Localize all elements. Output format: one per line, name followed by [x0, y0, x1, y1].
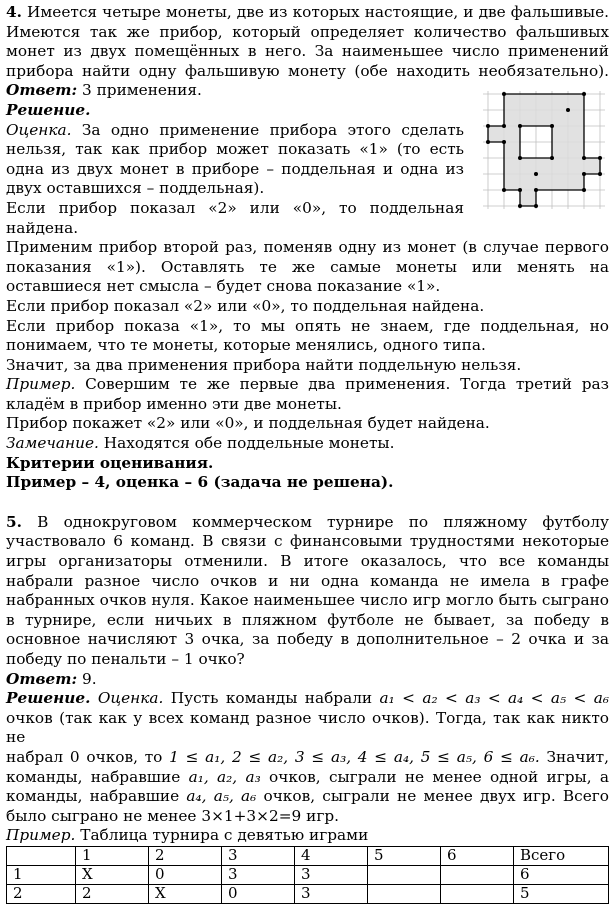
table-cell: [368, 865, 441, 884]
problem-5-statement-line: игры организаторы отменили. В итоге оказалось, что все команды: [6, 552, 609, 571]
estimate-line: команды, набравшие a₁, a₂, a₃ очков, сыграли не менее одной игры, а: [6, 767, 609, 786]
table-cell: 6: [514, 865, 609, 884]
estimate-line: команды, набравшие a₄, a₅, a₆ очков, сыграли не менее двух игр. Всего: [6, 787, 609, 806]
problem-4-statement-line: 4. Имеется четыре монеты, две из которых настоящие, и две фальшивые.: [6, 3, 609, 21]
example-label: Пример.: [6, 826, 76, 845]
criteria-title: Критерии оценивания.: [6, 453, 214, 472]
table-cell: 2: [76, 884, 149, 903]
lower-bounds-formula: 1 ≤ a₁, 2 ≤ a₂, 3 ≤ a₃, 4 ≤ a₄, 5 ≤ a₅, 6 ≤ a₆.: [169, 747, 540, 766]
table-cell: 4: [295, 846, 368, 865]
table-cell: 5: [368, 846, 441, 865]
table-cell: X: [76, 865, 149, 884]
problem-4-statement-line: Имеются так же прибор, который определяет количество фальшивых: [6, 22, 609, 41]
table-cell: 3: [295, 884, 368, 903]
estimate-line: одна из двух монет в приборе – поддельная и одна из: [6, 159, 464, 178]
table-row: [7, 865, 609, 884]
criteria-text: Пример – 4, оценка – 6 (задача не решена).: [6, 473, 394, 492]
paragraph-line: Значит, за два применения прибора найти поддельную нельзя.: [6, 355, 522, 374]
grid-figure: [480, 86, 608, 214]
problem-4-statement-line: прибора найти одну фальшивую монету (обе находить необязательно).: [6, 61, 609, 80]
problem-5-statement-line: набранных очков нуля. Какое наименьшее число игр могло быть сыграно: [6, 591, 609, 610]
paragraph-line: найдена.: [6, 218, 79, 237]
table-cell: [441, 865, 514, 884]
problem-5-statement-line: в турнире, если ничьих в пляжном футболе не бывает, за победу в: [6, 610, 609, 629]
problem-5-statement-line: основное начисляют 3 очка, за победу в дополнительное – 2 очка и за: [6, 630, 609, 649]
estimate-line: Решение. Оценка. Пусть команды набрали a₁ < a₂ < a₃ < a₄ < a₅ < a₆: [6, 689, 609, 708]
table-cell: 1: [7, 865, 76, 884]
example-line: Прибор покажет «2» или «0», и поддельная будет найдена.: [6, 414, 490, 433]
table-cell: [368, 884, 441, 903]
estimate-label: Оценка.: [6, 120, 72, 139]
problem-5-number: 5.: [6, 512, 22, 531]
estimate-line: нельзя, так как прибор может показать «1» (то есть: [6, 140, 464, 159]
teams-formula: a₁, a₂, a₃: [188, 767, 261, 786]
remark-label: Замечание.: [6, 434, 99, 453]
problem-4-number: 4.: [6, 3, 22, 21]
problem-5-statement-line: набрали разное число очков и ни одна команда не имела в графе: [6, 571, 609, 590]
table-cell: 2: [7, 884, 76, 903]
section-spacer: [6, 493, 609, 513]
problem-5-statement-line: 5. В однокруговом коммерческом турнире по пляжному футболу: [6, 512, 609, 531]
estimate-line: Оценка. За одно применение прибора этого сделать: [6, 120, 464, 139]
tournament-table: [6, 846, 609, 904]
table-cell: [441, 884, 514, 903]
paragraph-line: Если прибор показа «1», то мы опять не знаем, где поддельная, но: [6, 316, 609, 335]
solution-label: Решение.: [6, 689, 91, 708]
table-cell: [7, 846, 76, 865]
table-cell: 3: [222, 865, 295, 884]
table-cell: 5: [514, 884, 609, 903]
table-cell: 3: [295, 865, 368, 884]
inequality-chain: a₁ < a₂ < a₃ < a₄ < a₅ < a₆: [379, 689, 609, 708]
table-cell: 6: [441, 846, 514, 865]
problem-5-answer: Ответ: 9.: [6, 669, 97, 688]
example-line: Пример. Таблица турнира с девятью играми: [6, 826, 369, 845]
table-cell: 2: [149, 846, 222, 865]
table-cell: 1: [76, 846, 149, 865]
teams-formula: a₄, a₅, a₆: [186, 787, 257, 806]
example-label: Пример.: [6, 375, 76, 394]
table-cell: 0: [222, 884, 295, 903]
problem-4-answer: Ответ: 3 применения.: [6, 81, 202, 100]
answer-label: Ответ:: [6, 81, 78, 100]
estimate-line: было сыграно не менее 3×1+3×2=9 игр.: [6, 806, 339, 825]
example-line: кладём в прибор именно эти две монеты.: [6, 394, 342, 413]
paragraph-line: Если прибор показал «2» или «0», то поддельная: [6, 198, 464, 217]
table-row: [7, 884, 609, 903]
problem-4: [6, 3, 609, 493]
problem-5-statement-line: участвовало 6 команд. В связи с финансовыми трудностями некоторые: [6, 532, 609, 551]
remark-line: Замечание. Находятся обе поддельные монеты.: [6, 434, 395, 453]
estimate-line: очков (так как у всех команд разное число очков). Тогда, так как никто не: [6, 708, 609, 747]
table-cell: Всего: [514, 846, 609, 865]
estimate-label: Оценка.: [97, 689, 164, 708]
paragraph-line: показания «1»). Оставлять те же самые монеты или менять на: [6, 257, 609, 276]
table-cell: X: [149, 884, 222, 903]
table-cell: 0: [149, 865, 222, 884]
text-beside-figure: [6, 121, 464, 239]
example-line: Пример. Совершим те же первые два применения. Тогда третий раз: [6, 375, 609, 394]
paragraph-line: Применим прибор второй раз, поменяв одну из монет (в случае первого: [6, 238, 609, 257]
answer-label: Ответ:: [6, 669, 78, 688]
solution-label: Решение.: [6, 100, 91, 119]
estimate-line: двух оставшихся – поддельная).: [6, 179, 265, 198]
table-cell: 3: [222, 846, 295, 865]
paragraph-line: понимаем, что те монеты, которые менялись, одного типа.: [6, 336, 486, 355]
problem-4-statement-line: монет из двух помещённых в него. За наименьшее число применений: [6, 42, 609, 61]
problem-5: [6, 513, 609, 904]
table-header-row: [7, 846, 609, 865]
paragraph-line: оставшиеся нет смысла – будет снова показание «1».: [6, 277, 441, 296]
paragraph-line: Если прибор показал «2» или «0», то поддельная найдена.: [6, 296, 485, 315]
problem-5-statement-line: победу по пенальти – 1 очко?: [6, 650, 245, 668]
estimate-line: набрал 0 очков, то 1 ≤ a₁, 2 ≤ a₂, 3 ≤ a₃, 4 ≤ a₄, 5 ≤ a₅, 6 ≤ a₆. Значит,: [6, 747, 609, 766]
